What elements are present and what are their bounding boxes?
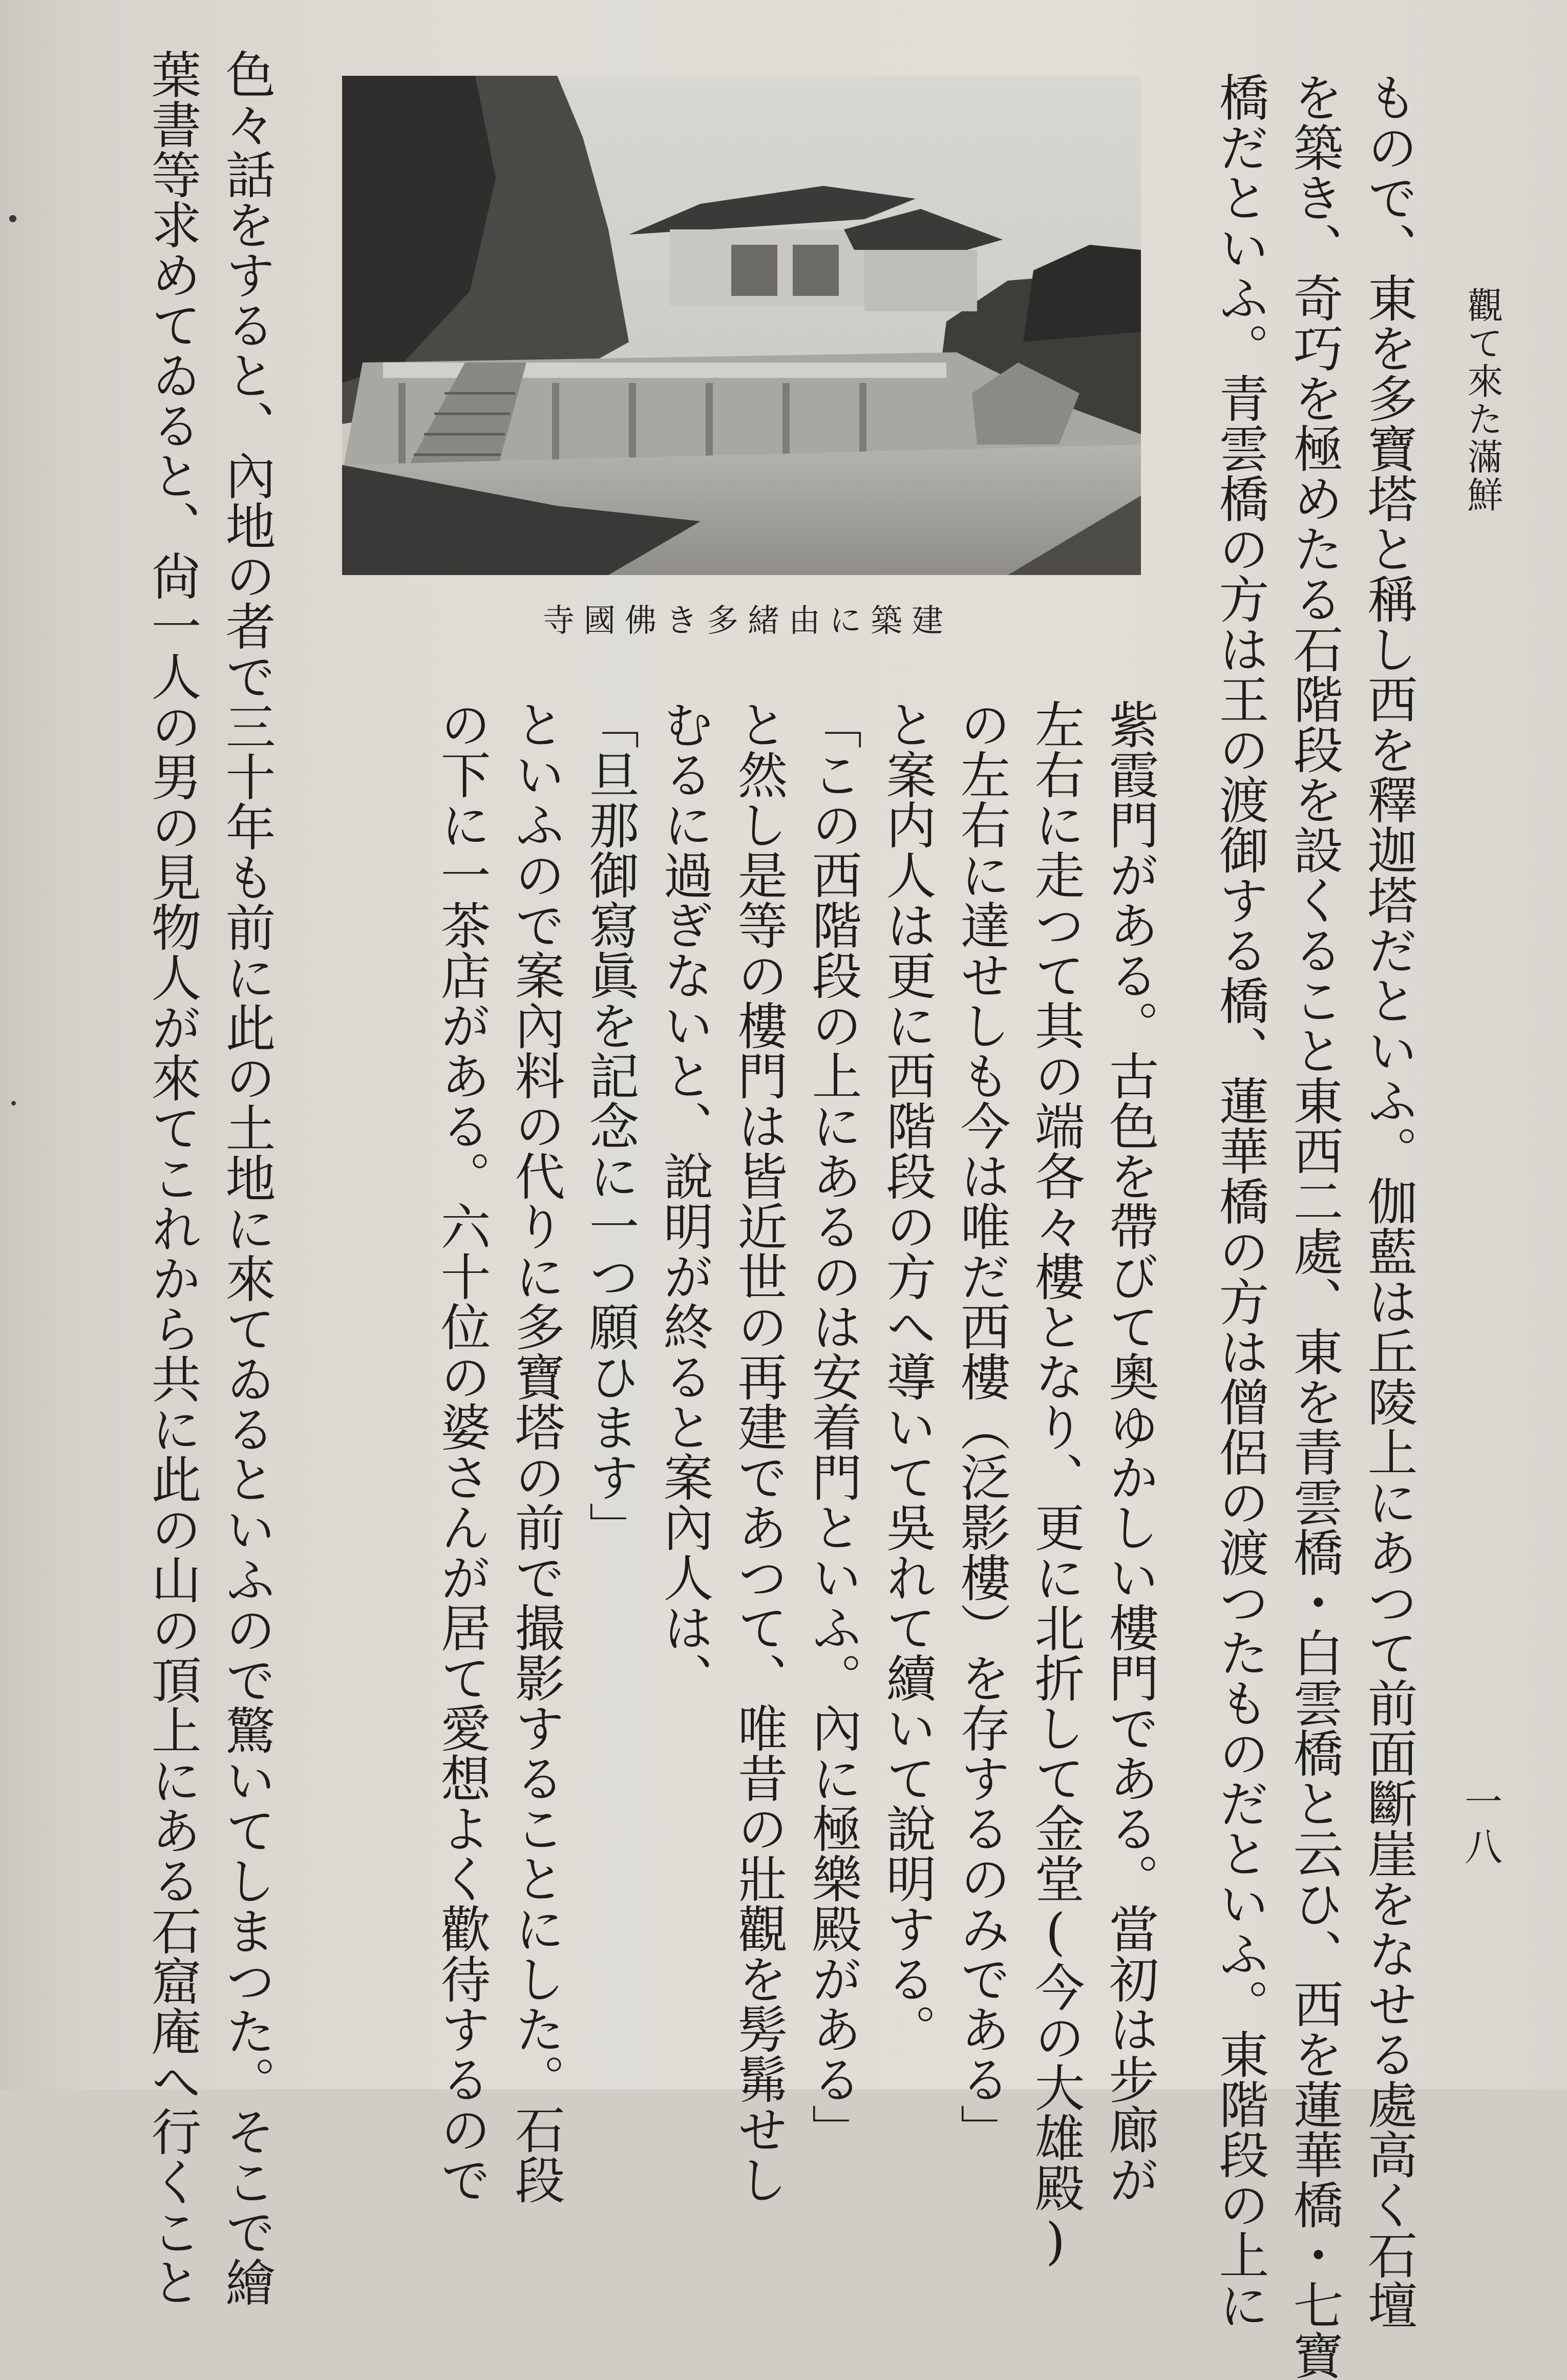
page-number: 一八 [1458, 1782, 1502, 1872]
text-column-1: もので、東を多寶塔と稱し西を釋迦塔だといふ。伽藍は丘陵上にあつて前面斷崖をなせる處高く石壇 [1359, 72, 1417, 2330]
temple-photograph [342, 76, 1141, 575]
text-column-4: 紫霞門がある。古色を帶びて奧ゆかしい樓門である。當初は步廊が [1100, 699, 1159, 2204]
text-column-14: 色々話をすると、內地の者で三十年も前に此の土地に來てゐるといふので驚いてしまつた。そこで繪 [217, 49, 276, 2307]
text-column-10: むるに過ぎないと、說明が終ると案內人は、 [655, 699, 713, 1703]
figure-caption: 寺國佛き多緒由に築建 [542, 602, 952, 639]
text-column-6: の左右に達せしも今は唯だ西樓（泛影樓）を存するのみである」 [952, 699, 1010, 2154]
text-column-8: 「この西階段の上にあるのは安着門といふ。內に極樂殿がある」 [803, 699, 862, 2154]
text-column-5: 左右に走つて其の端各々樓となり、更に北折して金堂(今の大雄殿) [1026, 699, 1085, 2271]
temple-photo-graphic [342, 76, 1141, 575]
text-column-12: といふので案內料の代りに多寶塔の前で撮影することにした。石段 [506, 699, 565, 2204]
running-title: 觀て來た滿鮮 [1462, 287, 1504, 514]
text-column-13: の下に一茶店がある。六十位の婆さんが居て愛想よく歡待するので [432, 699, 491, 2204]
text-column-7: と案内人は更に西階段の方へ導いて吳れて續いて說明する。 [878, 699, 936, 2054]
page-speck [9, 215, 16, 222]
page-speck [11, 1101, 16, 1106]
text-column-2: を築き、奇巧を極めたる石階段を設くること東西二處、東を青雲橋・白雲橋と云ひ、西を蓮華橋・七寶 [1285, 72, 1343, 2380]
text-column-15: 葉書等求めてゐると、尙一人の男の見物人が來てこれから共に此の山の頂上にある石窟庵へ行くこと [143, 49, 201, 2307]
text-column-11: 「旦那御寫眞を記念に一つ願ひます」 [581, 699, 639, 1552]
text-column-3: 橋だといふ。青雲橋の方は王の渡御する橋、蓮華橋の方は僧侶の渡つたものだといふ。東階段の上に [1211, 72, 1269, 2330]
text-column-9: と然し是等の樓門は皆近世の再建であつて、唯昔の壯觀を髣髴せし [729, 699, 788, 2204]
